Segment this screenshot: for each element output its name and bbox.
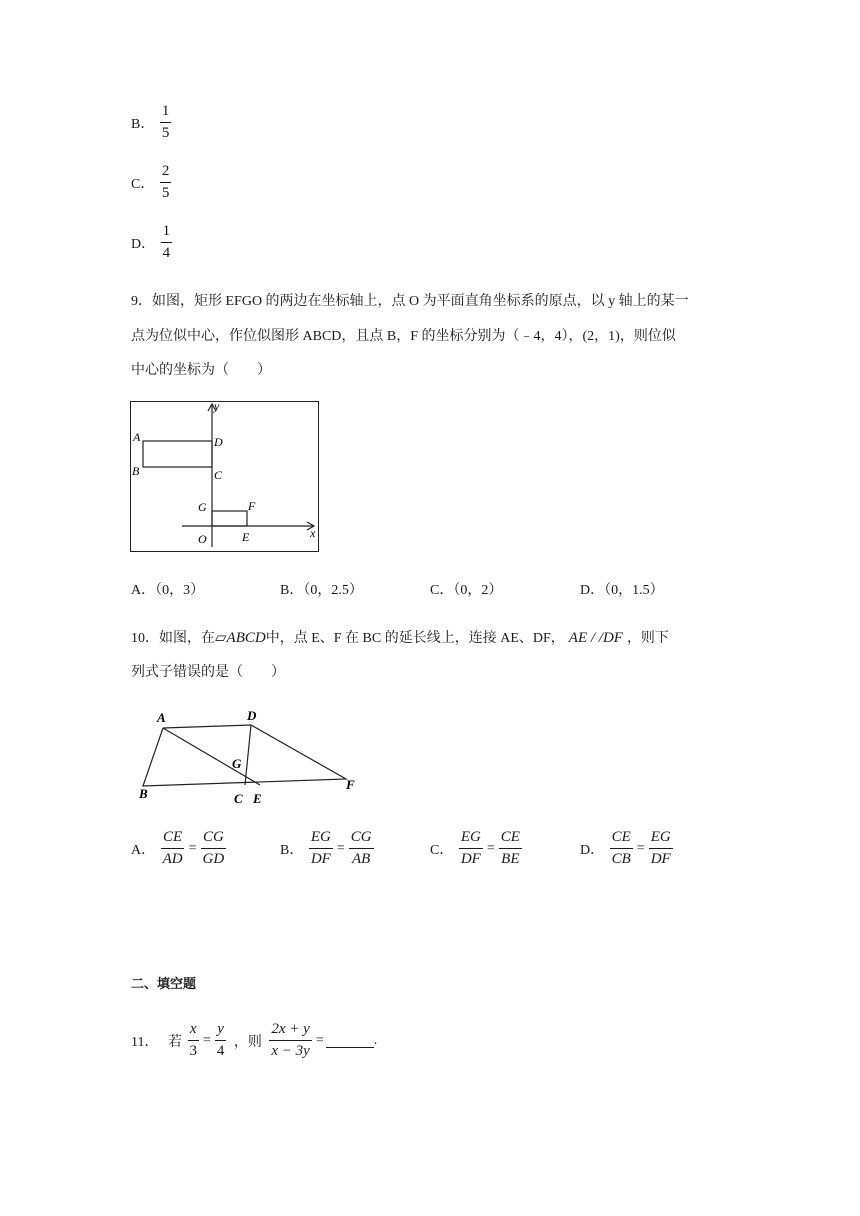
- option-label: C．: [131, 176, 155, 192]
- rectangle-efgo: [212, 511, 247, 526]
- numerator: CG: [349, 830, 374, 849]
- equals-sign: =: [486, 840, 495, 856]
- q9-text-line-2: 点为位似中心，作位似图形 ABCD，且点 B，F 的坐标分别为（﹣4，4），(2，1)，则位似: [131, 329, 676, 344]
- fraction-expression: [269, 1022, 311, 1059]
- segment-dc: [245, 725, 251, 785]
- q10-condition: AE / /DF: [568, 630, 623, 646]
- label-c: C: [234, 791, 243, 806]
- label-d: D: [214, 435, 223, 449]
- q10-option-a: [131, 830, 228, 867]
- label-d: D: [247, 708, 257, 723]
- label-b: B: [139, 786, 148, 801]
- numerator: CE: [610, 830, 633, 849]
- label-g: G: [198, 500, 207, 514]
- fraction-x-3: [187, 1022, 199, 1059]
- q11-period: .: [373, 1032, 378, 1048]
- equals-sign: =: [188, 840, 197, 856]
- q8-option-d: [131, 224, 174, 261]
- q9-option-d: D．（0，1.5）: [580, 583, 664, 598]
- numerator: 1: [160, 104, 172, 123]
- numerator: EG: [309, 830, 333, 849]
- denominator: AB: [352, 851, 371, 867]
- fraction-left: [610, 830, 633, 867]
- label-a: A: [157, 710, 166, 725]
- fraction: [160, 104, 172, 141]
- fraction-y-4: [215, 1022, 227, 1059]
- q8-option-b: [131, 104, 173, 141]
- numerator: 2: [160, 164, 172, 183]
- denominator: 5: [161, 125, 170, 141]
- denominator: CB: [611, 851, 631, 867]
- denominator: AD: [162, 851, 183, 867]
- numerator: EG: [459, 830, 483, 849]
- label-e: E: [253, 791, 262, 806]
- label-c: C: [214, 468, 223, 482]
- q9-text-line-1: 9．如图，矩形 EFGO 的两边在坐标轴上，点 O 为平面直角坐标系的原点，以 y 轴上的某一: [131, 294, 689, 309]
- section-title-fill-in: 二、填空题: [131, 977, 197, 992]
- numerator: EG: [649, 830, 673, 849]
- rectangle-abcd: [143, 441, 212, 467]
- figure-border: [131, 402, 319, 552]
- answer-blank[interactable]: [326, 1033, 374, 1048]
- fraction: [161, 224, 173, 261]
- fraction: [160, 164, 172, 201]
- q9-text-line-3: 中心的坐标为（ ）: [131, 363, 271, 378]
- equals-sign: =: [336, 840, 345, 856]
- label-b: B: [132, 464, 140, 478]
- label-o: O: [198, 532, 207, 546]
- q10-option-c: [430, 830, 524, 867]
- equals-sign: =: [202, 1032, 211, 1048]
- numerator: 2x + y: [269, 1022, 311, 1041]
- denominator: DF: [460, 851, 481, 867]
- numerator: x: [188, 1022, 199, 1041]
- q10-prefix: 10．如图，在: [131, 631, 215, 646]
- option-label: B．: [280, 842, 304, 858]
- option-label: B．: [131, 116, 155, 132]
- equals-sign: =: [315, 1032, 324, 1048]
- numerator: y: [215, 1022, 226, 1041]
- denominator: x − 3y: [271, 1043, 310, 1059]
- option-label: D．: [131, 236, 156, 252]
- numerator: 1: [161, 224, 173, 243]
- q10-option-d: [580, 830, 675, 867]
- numerator: CE: [499, 830, 522, 849]
- q8-option-c: [131, 164, 173, 201]
- fraction-right: [499, 830, 522, 867]
- option-label: C．: [430, 842, 454, 858]
- option-label: A．: [131, 842, 156, 858]
- label-y: y: [214, 401, 220, 413]
- denominator: 4: [162, 245, 171, 261]
- q9-option-c: C．（0，2）: [430, 583, 503, 598]
- label-f: F: [346, 777, 355, 792]
- q9-option-b: B．（0，2.5）: [280, 583, 363, 598]
- q11-number: 11．: [131, 1034, 159, 1050]
- numerator: CG: [201, 830, 226, 849]
- denominator: GD: [202, 851, 225, 867]
- q10-parallelogram: ▱ABCD: [215, 630, 266, 646]
- q11-ruo: 若: [167, 1034, 182, 1050]
- q11-line: [131, 1022, 377, 1059]
- label-x: x: [310, 526, 316, 540]
- denominator: 5: [161, 185, 170, 201]
- option-label: D．: [580, 842, 605, 858]
- q10-middle: 中，点 E、F 在 BC 的延长线上，连接 AE、DF，: [265, 631, 565, 646]
- numerator: CE: [161, 830, 184, 849]
- label-f: F: [248, 499, 256, 513]
- fraction-right: [201, 830, 227, 867]
- q10-suffix: ，则下: [626, 631, 669, 646]
- denominator: BE: [501, 851, 520, 867]
- q11-ze: ，则: [233, 1034, 262, 1050]
- fraction-left: [161, 830, 185, 867]
- denominator: 4: [216, 1043, 225, 1059]
- label-a: A: [133, 430, 141, 444]
- equals-sign: =: [636, 840, 645, 856]
- fraction-right: [349, 830, 374, 867]
- denominator: DF: [310, 851, 331, 867]
- q10-text-line-1: [131, 627, 669, 647]
- q10-text-line-2: 列式子错误的是（ ）: [131, 665, 285, 680]
- fraction-right: [649, 830, 673, 867]
- q10-option-b: [280, 830, 376, 867]
- q9-figure: [130, 401, 319, 552]
- label-g: G: [232, 756, 242, 771]
- segment-ae: [163, 728, 260, 785]
- fraction-left: [309, 830, 333, 867]
- q10-figure: [136, 706, 366, 810]
- fraction-left: [459, 830, 483, 867]
- q9-option-a: A．（0，3）: [131, 583, 205, 598]
- label-e: E: [242, 530, 250, 544]
- denominator: 3: [189, 1043, 197, 1059]
- denominator: DF: [650, 851, 671, 867]
